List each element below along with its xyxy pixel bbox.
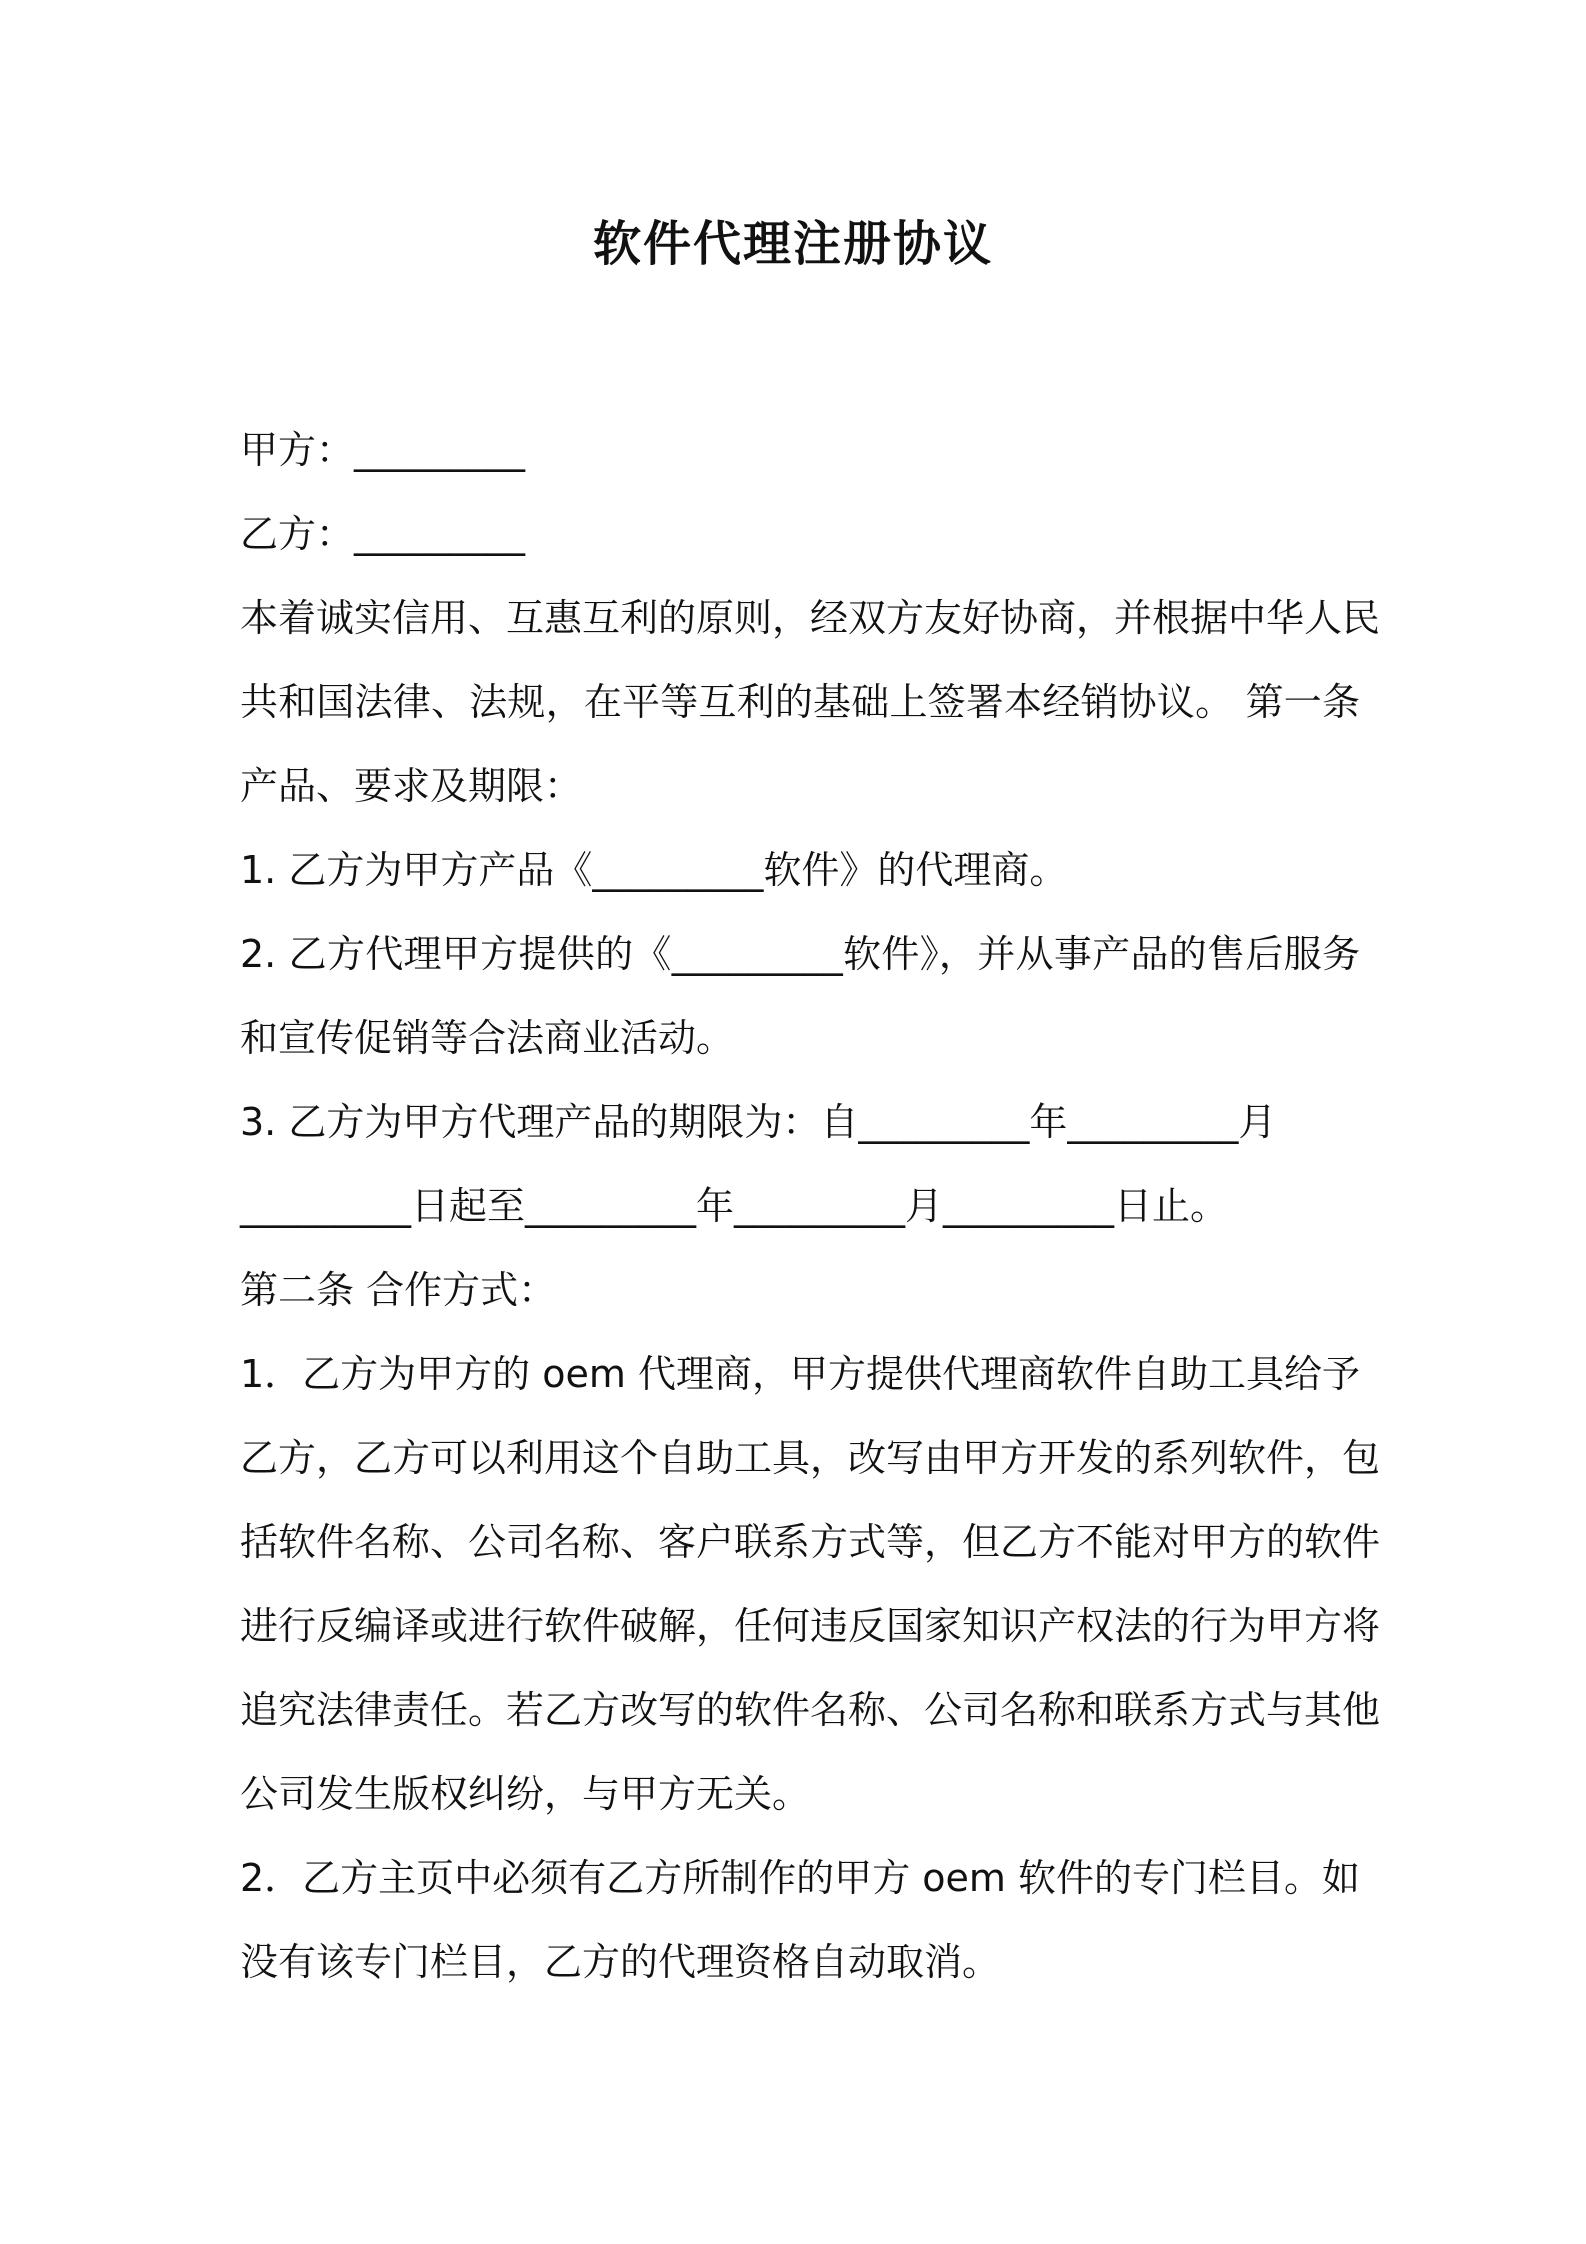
clause-item: _________日起至_________年_________月_________日止。 xyxy=(240,1184,1229,1228)
section-heading: 第二条 合作方式： xyxy=(240,1268,557,1312)
clause-item: 2. 乙方代理甲方提供的《_________软件》，并从事产品的售后服务 xyxy=(240,932,1360,976)
clause-item: 2．乙方主页中必须有乙方所制作的甲方 oem 软件的专门栏目。如 xyxy=(240,1856,1360,1900)
document-title: 软件代理注册协议 xyxy=(592,216,993,272)
clause-item: 公司发生版权纠纷，与甲方无关。 xyxy=(240,1772,811,1816)
clause-item: 没有该专门栏目，乙方的代理资格自动取消。 xyxy=(240,1940,1001,1984)
clause-item: 3. 乙方为甲方代理产品的期限为：自_________年_________月 xyxy=(240,1100,1277,1144)
clause-item: 1．乙方为甲方的 oem 代理商，甲方提供代理商软件自助工具给予 xyxy=(240,1352,1360,1396)
clause-item: 进行反编译或进行软件破解，任何违反国家知识产权法的行为甲方将 xyxy=(240,1604,1381,1648)
clause-item: 括软件名称、公司名称、客户联系方式等，但乙方不能对甲方的软件 xyxy=(240,1520,1381,1564)
clause-item: 和宣传促销等合法商业活动。 xyxy=(240,1016,735,1060)
clause-item: 追究法律责任。若乙方改写的软件名称、公司名称和联系方式与其他 xyxy=(240,1688,1381,1732)
document-body xyxy=(240,408,1381,2004)
clause-item: 乙方，乙方可以利用这个自助工具，改写由甲方开发的系列软件，包 xyxy=(240,1436,1381,1480)
paragraph-line: 共和国法律、法规，在平等互利的基础上签署本经销协议。 第一条 xyxy=(240,680,1360,724)
clause-item: 1. 乙方为甲方产品《_________软件》的代理商。 xyxy=(240,848,1068,892)
party-b-line: 乙方：_________ xyxy=(240,512,526,556)
paragraph-line: 本着诚实信用、互惠互利的原则，经双方友好协商，并根据中华人民 xyxy=(240,596,1381,640)
party-a-line: 甲方：_________ xyxy=(240,428,526,472)
paragraph-line: 产品、要求及期限： xyxy=(240,764,583,808)
